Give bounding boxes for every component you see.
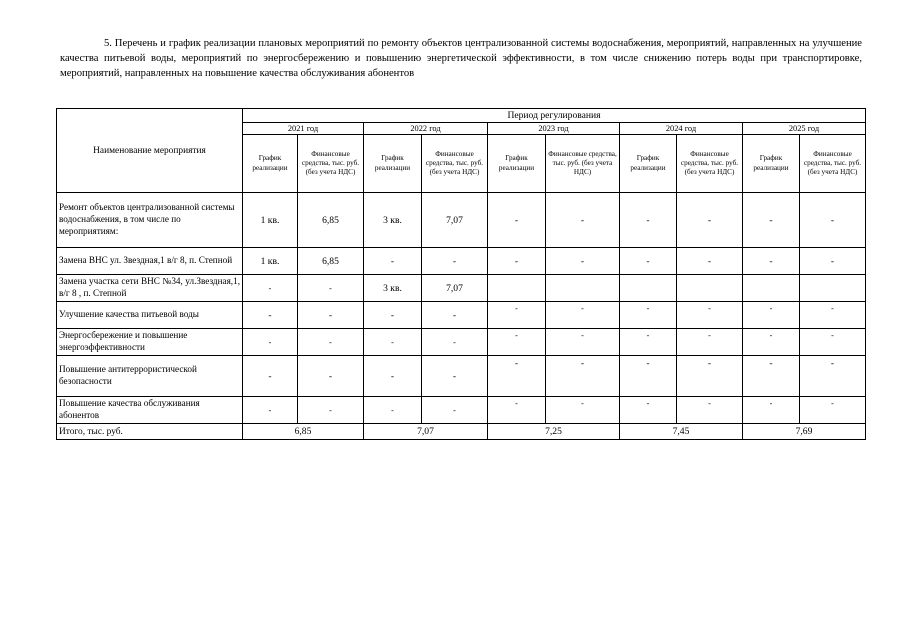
total-2024: 7,45: [620, 424, 743, 440]
table-cell: [546, 275, 620, 302]
table-row: [57, 356, 866, 397]
table-cell: -: [422, 302, 488, 329]
table-cell: 3 кв.: [364, 275, 422, 302]
schedule-header: График реализации: [620, 135, 677, 193]
table-cell: -: [298, 329, 364, 356]
table-cell: -: [800, 248, 866, 275]
table-cell: -: [422, 329, 488, 356]
row-name: Ремонт объектов централизованной системы водоснабжения, в том числе по мероприятиям:: [57, 193, 243, 248]
table-cell: -: [800, 329, 866, 356]
table-cell: -: [422, 397, 488, 424]
table-row: [57, 193, 866, 248]
table-cell: -: [488, 356, 546, 397]
total-label: Итого, тыс. руб.: [57, 424, 243, 440]
schedule-header: График реализации: [488, 135, 546, 193]
year-header-2022: 2022 год: [364, 123, 488, 135]
table-cell: -: [743, 397, 800, 424]
table-cell: -: [488, 397, 546, 424]
table-cell: -: [677, 397, 743, 424]
table-cell: -: [620, 248, 677, 275]
finance-header: Финансовые средства, тыс. руб. (без учета НДС): [677, 135, 743, 193]
schedule-header: График реализации: [364, 135, 422, 193]
table-cell: -: [677, 248, 743, 275]
finance-header: Финансовые средства, тыс. руб. (без учета НДС): [422, 135, 488, 193]
row-name: Улучшение качества питьевой воды: [57, 302, 243, 329]
total-2023: 7,25: [488, 424, 620, 440]
table-cell: [620, 275, 677, 302]
table-cell: 3 кв.: [364, 193, 422, 248]
table-cell: -: [677, 329, 743, 356]
table-cell: -: [677, 302, 743, 329]
table-cell: -: [546, 356, 620, 397]
table-cell: 7,07: [422, 275, 488, 302]
table-cell: -: [800, 193, 866, 248]
table-cell: -: [677, 193, 743, 248]
table-cell: -: [743, 329, 800, 356]
table-cell: -: [620, 356, 677, 397]
table-cell: -: [488, 248, 546, 275]
table-row: [57, 329, 866, 356]
table-cell: -: [800, 397, 866, 424]
table-cell: -: [677, 356, 743, 397]
period-header: Период регулирования: [243, 109, 866, 123]
table-cell: -: [743, 248, 800, 275]
table-cell: 6,85: [298, 193, 364, 248]
table-cell: -: [800, 302, 866, 329]
row-name: Замена ВНС ул. Звездная,1 в/г 8, п. Степной: [57, 248, 243, 275]
name-header: Наименование мероприятия: [57, 109, 243, 193]
table-cell: -: [743, 356, 800, 397]
table-cell: -: [743, 193, 800, 248]
row-name: Повышение антитеррористической безопасности: [57, 356, 243, 397]
table-cell: -: [422, 248, 488, 275]
year-header-2025: 2025 год: [743, 123, 866, 135]
table-cell: -: [620, 397, 677, 424]
table-row: [57, 302, 866, 329]
table-cell: -: [243, 275, 298, 302]
table-cell: -: [243, 356, 298, 397]
table-cell: -: [488, 193, 546, 248]
table-cell: -: [743, 302, 800, 329]
total-2021: 6,85: [243, 424, 364, 440]
total-2022: 7,07: [364, 424, 488, 440]
total-2025: 7,69: [743, 424, 866, 440]
table-cell: -: [298, 302, 364, 329]
table-cell: -: [364, 329, 422, 356]
row-name: Повышение качества обслуживания абонентов: [57, 397, 243, 424]
table-cell: -: [546, 302, 620, 329]
schedule-header: График реализации: [243, 135, 298, 193]
table-cell: 1 кв.: [243, 248, 298, 275]
table-cell: -: [243, 302, 298, 329]
plan-table: [56, 108, 866, 440]
table-cell: -: [243, 329, 298, 356]
table-cell: -: [546, 329, 620, 356]
finance-header: Финансовые средства, тыс. руб. (без учета НДС): [546, 135, 620, 193]
row-name: Энергосбережение и повышение энергоэффективности: [57, 329, 243, 356]
table-cell: -: [298, 397, 364, 424]
table-cell: -: [620, 302, 677, 329]
table-cell: [488, 275, 546, 302]
table-cell: -: [364, 356, 422, 397]
year-header-2021: 2021 год: [243, 123, 364, 135]
table-cell: 7,07: [422, 193, 488, 248]
table-cell: -: [488, 329, 546, 356]
row-name: Замена участка сети ВНС №34, ул.Звездная,1, в/г 8 , п. Степной: [57, 275, 243, 302]
table-cell: -: [422, 356, 488, 397]
table-cell: -: [488, 302, 546, 329]
table-cell: -: [298, 356, 364, 397]
table-cell: -: [298, 275, 364, 302]
table-cell: -: [243, 397, 298, 424]
finance-header: Финансовые средства, тыс. руб. (без учета НДС): [800, 135, 866, 193]
total-row: [57, 424, 866, 440]
table-cell: 1 кв.: [243, 193, 298, 248]
table-cell: [677, 275, 743, 302]
year-header-2024: 2024 год: [620, 123, 743, 135]
table-cell: -: [800, 356, 866, 397]
table-cell: 6,85: [298, 248, 364, 275]
table-cell: -: [546, 397, 620, 424]
table-row: [57, 248, 866, 275]
table-cell: -: [364, 397, 422, 424]
section-heading: [60, 37, 862, 81]
schedule-header: График реализации: [743, 135, 800, 193]
table-row: [57, 275, 866, 302]
table-cell: [800, 275, 866, 302]
table-cell: -: [546, 248, 620, 275]
table-cell: -: [364, 248, 422, 275]
table-cell: -: [364, 302, 422, 329]
table-cell: -: [620, 329, 677, 356]
section-heading-text: 5. Перечень и график реализации плановых мероприятий по ремонту объектов централизованной системы водоснабжения, мероприятий, направленных на улучшение качества питьевой воды, мероприятий по энергосбережению и повышению энергетической эффективности, в том числе снижению потерь воды при транспортировке, мероприятий, направленных на повышение качества обслуживания абонентов: [60, 38, 862, 79]
table-row: [57, 397, 866, 424]
table-cell: -: [546, 193, 620, 248]
table-cell: [743, 275, 800, 302]
year-header-2023: 2023 год: [488, 123, 620, 135]
table-cell: -: [620, 193, 677, 248]
finance-header: Финансовые средства, тыс. руб. (без учета НДС): [298, 135, 364, 193]
